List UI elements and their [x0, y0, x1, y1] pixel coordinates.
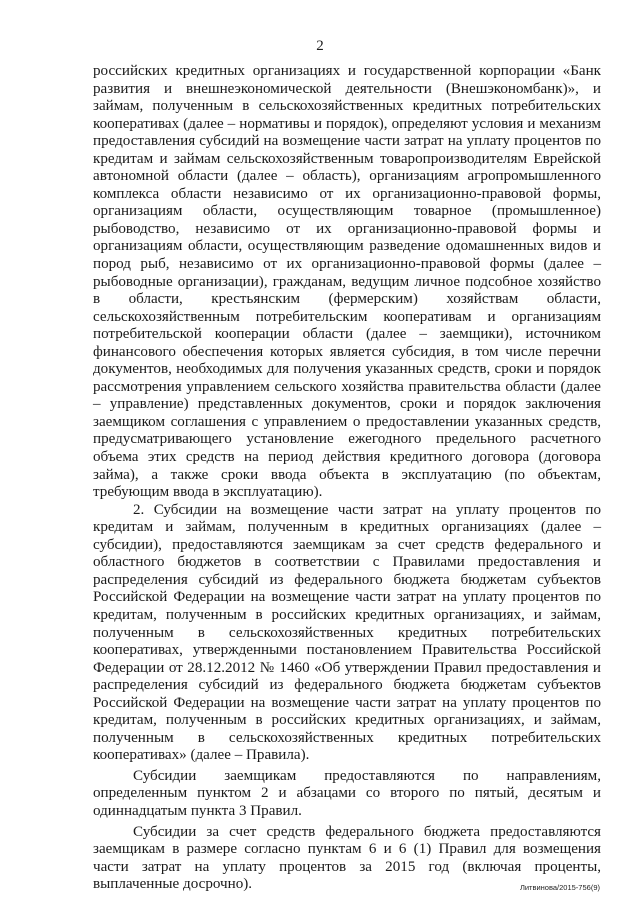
page-number: 2: [316, 38, 324, 54]
document-body: [93, 63, 601, 894]
paragraph-item-2: 2. Субсидии на возмещение части затрат на уплату процентов по кредитам и займам, полученным в кредитных организациях (далее – субсидии), предоставляются заемщикам за счет средств федерального и областного бюджетов в соответствии с Правилами предоставления и распределения субсидий из федерального бюджета бюджетам субъектов Российской Федерации на возмещение части затрат на уплату процентов по кредитам, полученным в российских кредитных организациях, и займам, полученным в сельскохозяйственных кредитных потребительских кооперативах, утвержденными постановлением Правительства Российской Федерации от 28.12.2012 № 1460 «Об утверждении Правил предоставления и распределения субсидий из федерального бюджета бюджетам субъектов Российской Федерации на возмещение части затрат на уплату процентов по кредитам, полученным в российских кредитных организациях, и займам, полученным в сельскохозяйственных кредитных потребительских кооперативах» (далее – Правила).: [93, 501, 601, 764]
paragraph-federal-subsidy: Субсидии за счет средств федерального бюджета предоставляются заемщикам в размере согласно пунктам 6 и 6 (1) Правил для возмещения части затрат на уплату процентов за 2015 год (включая проценты, выплаченные досрочно).: [93, 823, 601, 893]
footer-document-code: Литвинова/2015-756(9): [519, 883, 600, 892]
paragraph-continuation: российских кредитных организациях и государственной корпорации «Банк развития и внешнеэкономической деятельности (Внешэкономбанк)», и займам, полученным в сельскохозяйственных кредитных потребительских кооперативах (далее – нормативы и порядок), определяют условия и механизм предоставления субсидий на возмещение части затрат на уплату процентов по кредитам и займам сельскохозяйственным товаропроизводителям Еврейской автономной области (далее – область), организациям агропромышленного комплекса области независимо от их организационно-правовой формы, организациям области, осуществляющим товарное (промышленное) рыбоводство, независимо от их организационно-правовой формы и организациям области, осуществляющим разведение одомашненных видов и пород рыб, независимо от их организационно-правовой формы (далее – рыбоводные организации), гражданам, ведущим личное подсобное хозяйство в области, крестьянским (фермерским) хозяйствам области, сельскохозяйственным потребительским кооперативам и организациям потребительской кооперации области (далее – заемщики), источником финансового обеспечения которых является субсидия, в том числе перечни документов, необходимых для получения указанных средств, сроки и порядок рассмотрения управлением сельского хозяйства правительства области (далее – управление) представленных документов, сроки и порядок заключения заемщиком соглашения с управлением о предоставлении указанных средств, предусматривающего установление ежегодного предельного расчетного объема этих средств на период действия кредитного договора (договора займа), а также сроки ввода объекта в эксплуатацию (по объектам, требующим ввода в эксплуатацию).: [93, 63, 601, 501]
paragraph-subsidy-directions: Субсидии заемщикам предоставляются по направлениям, определенным пунктом 2 и абзацами со второго по пятый, десятым и одиннадцатым пункта 3 Правил.: [93, 767, 601, 819]
